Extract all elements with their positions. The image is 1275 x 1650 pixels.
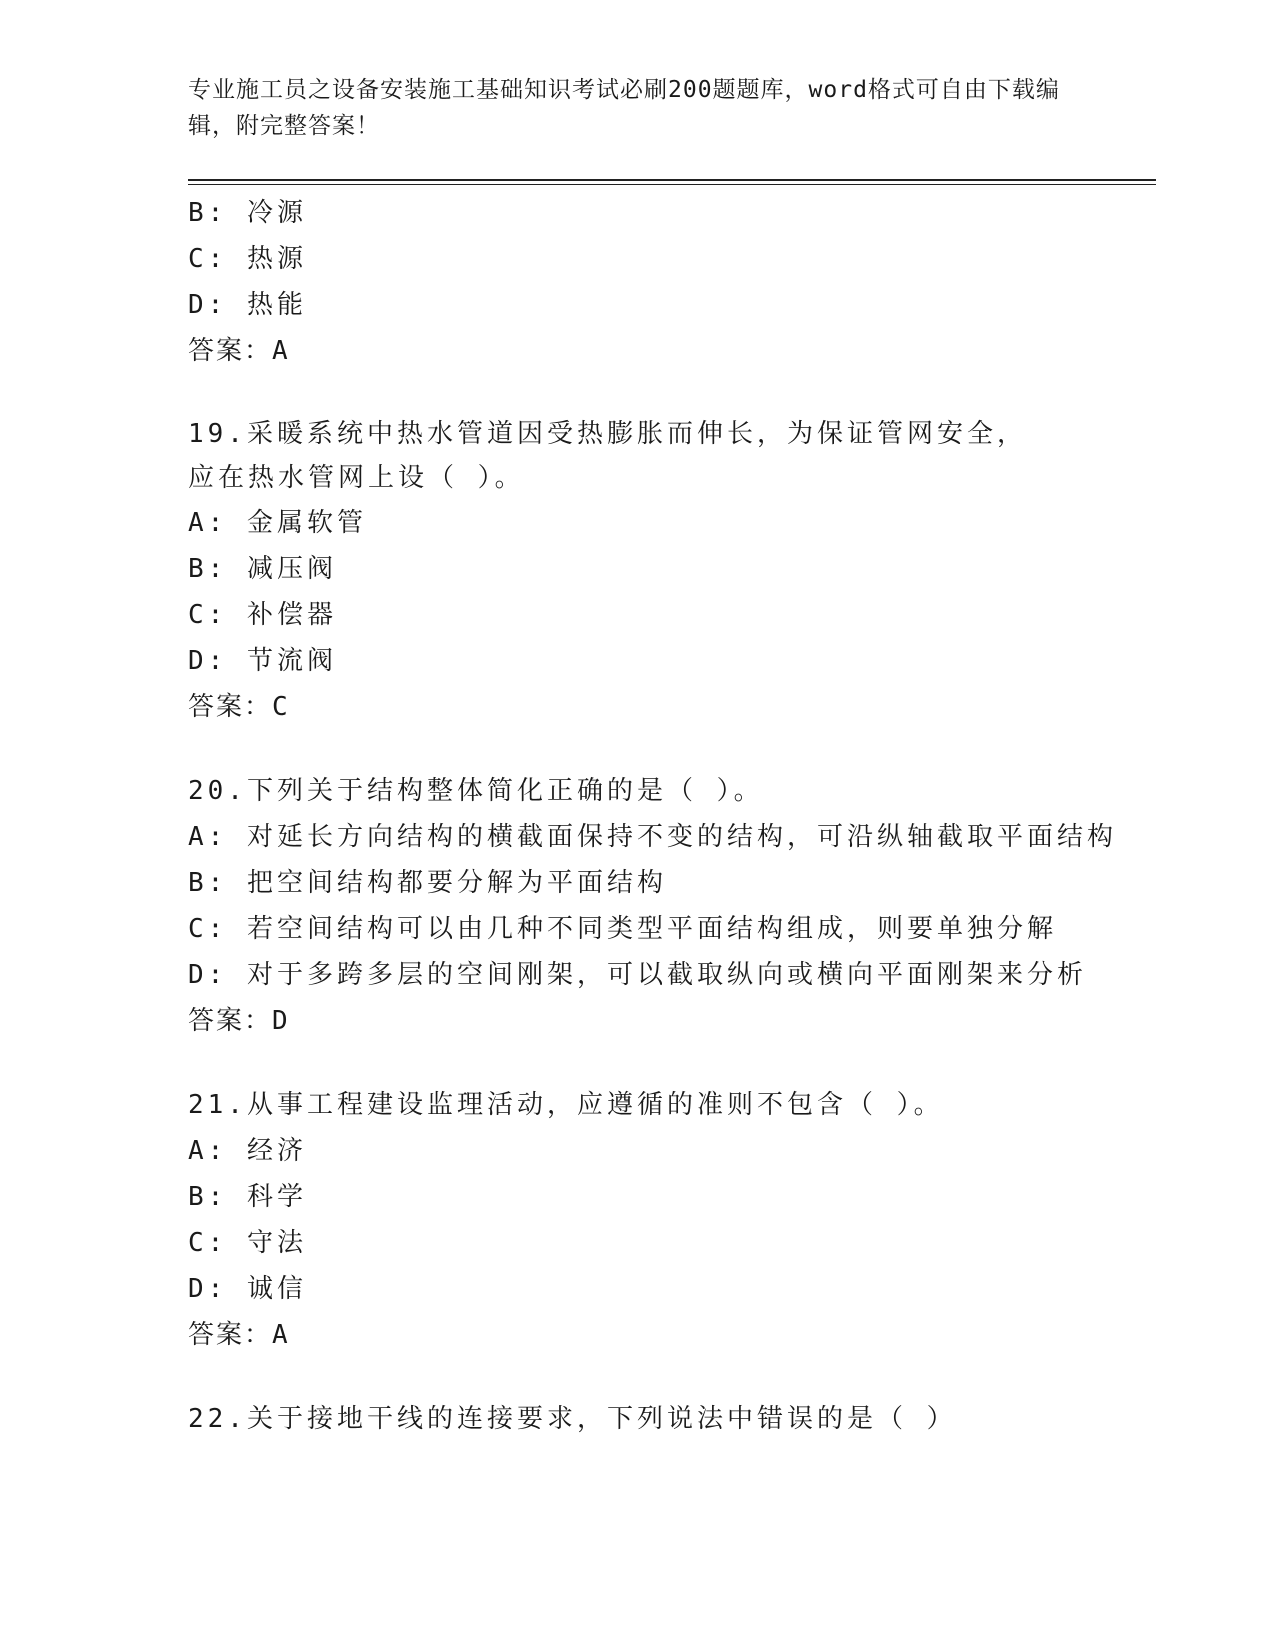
option-text: 节流阀 bbox=[246, 646, 337, 676]
question-20 bbox=[188, 768, 1117, 1044]
option-text: 若空间结构可以由几种不同类型平面结构组成，则要单独分解 bbox=[246, 914, 1057, 944]
option-text: 热能 bbox=[246, 290, 307, 320]
question-content bbox=[188, 190, 1117, 1442]
option-text: 补偿器 bbox=[246, 600, 337, 630]
option-c bbox=[188, 906, 1088, 952]
option-text: 对于多跨多层的空间刚架，可以截取纵向或横向平面刚架来分析 bbox=[246, 960, 1087, 990]
option-a bbox=[188, 1128, 1088, 1174]
answer-line: 答案：D bbox=[188, 1006, 290, 1036]
option-d bbox=[188, 1266, 1088, 1312]
option-label: B: bbox=[188, 1182, 228, 1212]
option-text: 对延长方向结构的横截面保持不变的结构，可沿纵轴截取平面结构 bbox=[246, 822, 1117, 852]
option-a bbox=[188, 500, 1088, 546]
question-stem: 22.关于接地干线的连接要求，下列说法中错误的是（ ） bbox=[188, 1404, 957, 1434]
option-b bbox=[188, 1174, 1088, 1220]
header-divider-thin bbox=[188, 184, 1156, 185]
question-18-partial bbox=[188, 190, 1088, 374]
option-text: 经济 bbox=[246, 1136, 307, 1166]
option-label: D: bbox=[188, 960, 228, 990]
option-label: A: bbox=[188, 508, 228, 538]
option-label: B: bbox=[188, 554, 228, 584]
option-label: C: bbox=[188, 600, 228, 630]
option-text: 金属软管 bbox=[246, 508, 367, 538]
option-b bbox=[188, 546, 1088, 592]
option-label: B: bbox=[188, 868, 228, 898]
answer-line: 答案：A bbox=[188, 1320, 290, 1350]
option-text: 把空间结构都要分解为平面结构 bbox=[246, 868, 667, 898]
header-divider-thick bbox=[188, 179, 1156, 181]
option-d bbox=[188, 638, 1088, 684]
option-text: 冷源 bbox=[246, 198, 307, 228]
question-stem: 19.采暖系统中热水管道因受热膨胀而伸长，为保证管网安全，应在热水管网上设（ ）。 bbox=[188, 419, 1027, 493]
option-label: A: bbox=[188, 822, 228, 852]
document-header-title: 专业施工员之设备安装施工基础知识考试必刷200题题库，word格式可自由下载编辑，附完整答案！ bbox=[188, 77, 1060, 139]
option-label: A: bbox=[188, 1136, 228, 1166]
question-stem: 20.下列关于结构整体简化正确的是（ ）。 bbox=[188, 776, 764, 806]
option-c bbox=[188, 236, 1088, 282]
option-label: C: bbox=[188, 244, 228, 274]
option-label: D: bbox=[188, 646, 228, 676]
question-stem: 21.从事工程建设监理活动，应遵循的准则不包含（ ）。 bbox=[188, 1090, 944, 1120]
option-label: C: bbox=[188, 1228, 228, 1258]
question-21 bbox=[188, 1082, 1088, 1358]
option-text: 减压阀 bbox=[246, 554, 337, 584]
option-label: D: bbox=[188, 1274, 228, 1304]
option-c bbox=[188, 1220, 1088, 1266]
option-label: C: bbox=[188, 914, 228, 944]
question-22 bbox=[188, 1396, 1088, 1442]
option-d bbox=[188, 952, 1088, 998]
option-a bbox=[188, 814, 1117, 860]
option-b bbox=[188, 190, 1088, 236]
answer-line: 答案：A bbox=[188, 336, 290, 366]
option-text: 诚信 bbox=[246, 1274, 307, 1304]
option-label: D: bbox=[188, 290, 228, 320]
option-text: 守法 bbox=[246, 1228, 307, 1258]
option-text: 热源 bbox=[246, 244, 307, 274]
option-label: B: bbox=[188, 198, 228, 228]
question-19 bbox=[188, 412, 1088, 730]
answer-line: 答案：C bbox=[188, 692, 290, 722]
option-c bbox=[188, 592, 1088, 638]
option-text: 科学 bbox=[246, 1182, 307, 1212]
option-b bbox=[188, 860, 1088, 906]
option-d bbox=[188, 282, 1088, 328]
